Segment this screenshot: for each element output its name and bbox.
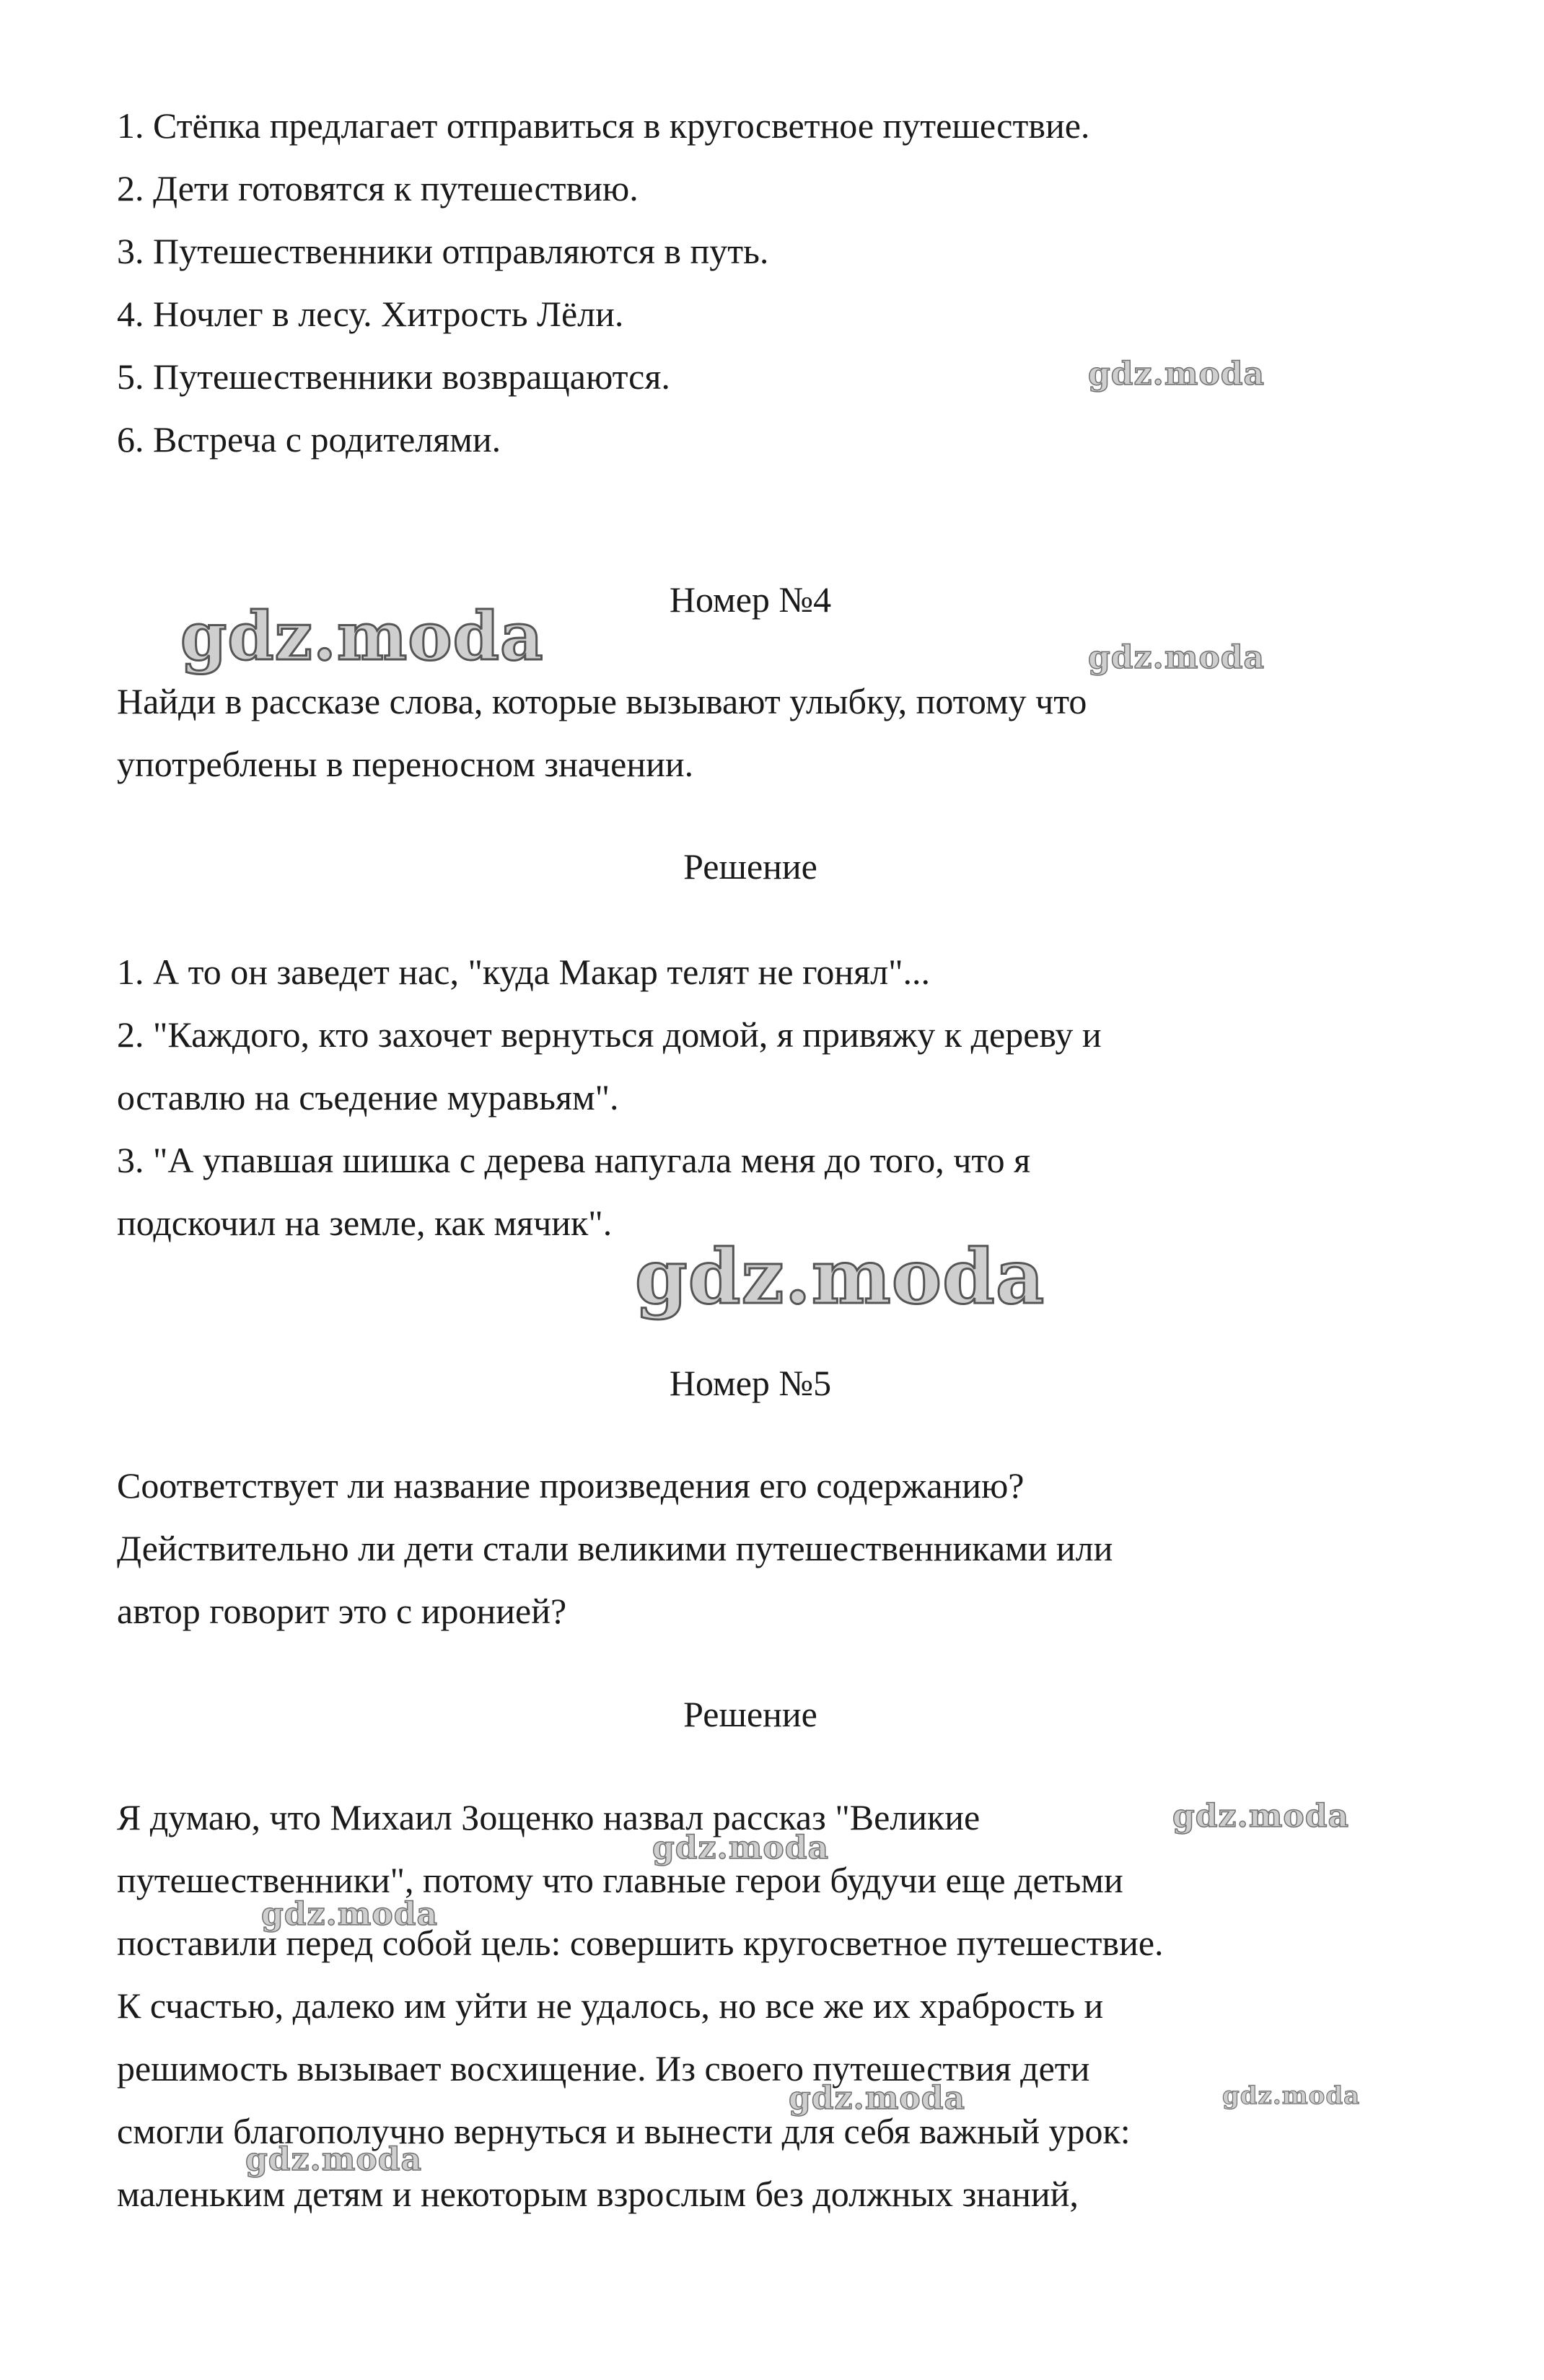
task5-answer-line-7: маленьким детям и некоторым взрослым без должных знаний,: [117, 2174, 1079, 2214]
watermark-1: gdz.moda: [1088, 356, 1266, 392]
task4-answer-line-2: 2. "Каждого, кто захочет вернуться домой, я привяжу к дереву и: [117, 1014, 1102, 1055]
watermark-4: gdz.moda: [635, 1232, 1045, 1321]
task4-question-line-2: употреблены в переносном значении.: [117, 744, 694, 784]
task5-heading: Номер №5: [669, 1363, 832, 1403]
task4-answer-line-1: 1. А то он заведет нас, "куда Макар телят не гонял"...: [117, 952, 931, 992]
task5-answer-line-4: К счастью, далеко им уйти не удалось, но все же их храбрость и: [117, 1985, 1104, 2026]
task5-answer-line-2: путешественники", потому что главные герои будучи еще детьми: [117, 1860, 1123, 1900]
task4-heading: Номер №4: [669, 579, 832, 620]
watermark-10: gdz.moda: [245, 2141, 423, 2178]
plan-item-5: 5. Путешественники возвращаются.: [117, 356, 670, 397]
task4-answer-line-3: оставлю на съедение муравьям".: [117, 1077, 619, 1117]
plan-item-6: 6. Встреча с родителями.: [117, 419, 501, 460]
watermark-2: gdz.moda: [180, 597, 544, 675]
watermark-9: gdz.moda: [1222, 2081, 1361, 2110]
task4-answer-line-5: подскочил на земле, как мячик".: [117, 1203, 613, 1243]
watermark-6: gdz.moda: [652, 1830, 830, 1866]
watermark-7: gdz.moda: [261, 1896, 439, 1933]
task5-answer-line-1: Я думаю, что Михаил Зощенко назвал рассказ "Великие: [117, 1797, 981, 1837]
task5-question-line-1: Соответствует ли название произведения его содержанию?: [117, 1465, 1025, 1506]
task4-solution-label: Решение: [683, 846, 817, 887]
task4-answer-line-4: 3. "А упавшая шишка с дерева напугала меня до того, что я: [117, 1140, 1031, 1180]
task5-answer-line-5: решимость вызывает восхищение. Из своего путешествия дети: [117, 2048, 1090, 2089]
watermark-3: gdz.moda: [1088, 639, 1266, 676]
watermark-5: gdz.moda: [1172, 1798, 1350, 1835]
task5-answer-line-6: смогли благополучно вернуться и вынести для себя важный урок:: [117, 2111, 1131, 2151]
plan-item-4: 4. Ночлег в лесу. Хитрость Лёли.: [117, 294, 624, 334]
task5-solution-label: Решение: [683, 1694, 817, 1734]
plan-item-1: 1. Стёпка предлагает отправиться в кругосветное путешествие.: [117, 105, 1090, 146]
plan-item-3: 3. Путешественники отправляются в путь.: [117, 231, 769, 271]
plan-item-2: 2. Дети готовятся к путешествию.: [117, 168, 639, 208]
task5-question-line-3: автор говорит это с иронией?: [117, 1591, 567, 1631]
watermark-8: gdz.moda: [789, 2080, 966, 2117]
task5-answer-line-3: поставили перед собой цель: совершить кругосветное путешествие.: [117, 1923, 1164, 1963]
task5-question-line-2: Действительно ли дети стали великими путешественниками или: [117, 1528, 1113, 1568]
task4-question-line-1: Найди в рассказе слова, которые вызывают улыбку, потому что: [117, 681, 1087, 721]
